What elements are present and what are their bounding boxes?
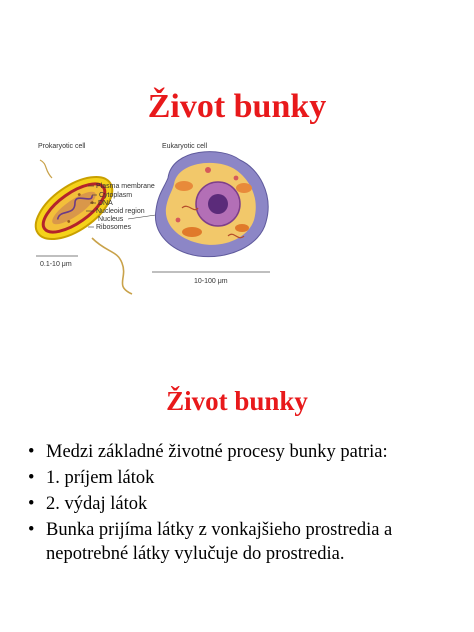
bullet-dot: • [28, 494, 35, 514]
bullet-text: 1. príjem látok [46, 468, 155, 488]
bullet-dot: • [28, 442, 35, 462]
prokaryotic-scale-label: 0.1-10 μm [40, 261, 72, 268]
bullet-item [28, 492, 458, 516]
label-plasma-membrane: Plasma membrane [96, 183, 155, 190]
bullet-dot: • [28, 520, 35, 540]
eukaryotic-scale-label: 10-100 μm [194, 278, 228, 285]
bullet-item [28, 518, 458, 566]
bullet-list [28, 440, 458, 568]
flagellum [92, 238, 132, 294]
label-nucleoid-region: Nucleoid region [96, 208, 145, 215]
bullet-text: Medzi základné životné procesy bunky patria: [46, 442, 388, 462]
bullet-item [28, 466, 458, 490]
eukaryotic-cell-label: Eukaryotic cell [162, 143, 208, 150]
label-cytoplasm: Cytoplasm [99, 192, 133, 199]
bullet-text: Bunka prijíma látky z vonkajšieho prostredia a nepotrebné látky vylučuje do prostredia. [46, 520, 393, 564]
cell-diagram-figure [22, 138, 280, 298]
slide-title: Život bunky [147, 88, 327, 125]
label-nucleus: Nucleus [98, 216, 124, 223]
pilus [40, 160, 52, 178]
bullet-item [28, 440, 458, 464]
eukaryotic-cell-body [155, 152, 268, 257]
label-dna: DNA [98, 200, 113, 207]
bullet-text: 2. výdaj látok [46, 494, 148, 514]
slide-2 [0, 316, 474, 632]
label-ribosomes: Ribosomes [96, 224, 132, 231]
prokaryotic-cell-label: Prokaryotic cell [38, 143, 86, 150]
bullet-dot: • [28, 468, 35, 488]
slide-title: Život bunky [166, 386, 308, 416]
